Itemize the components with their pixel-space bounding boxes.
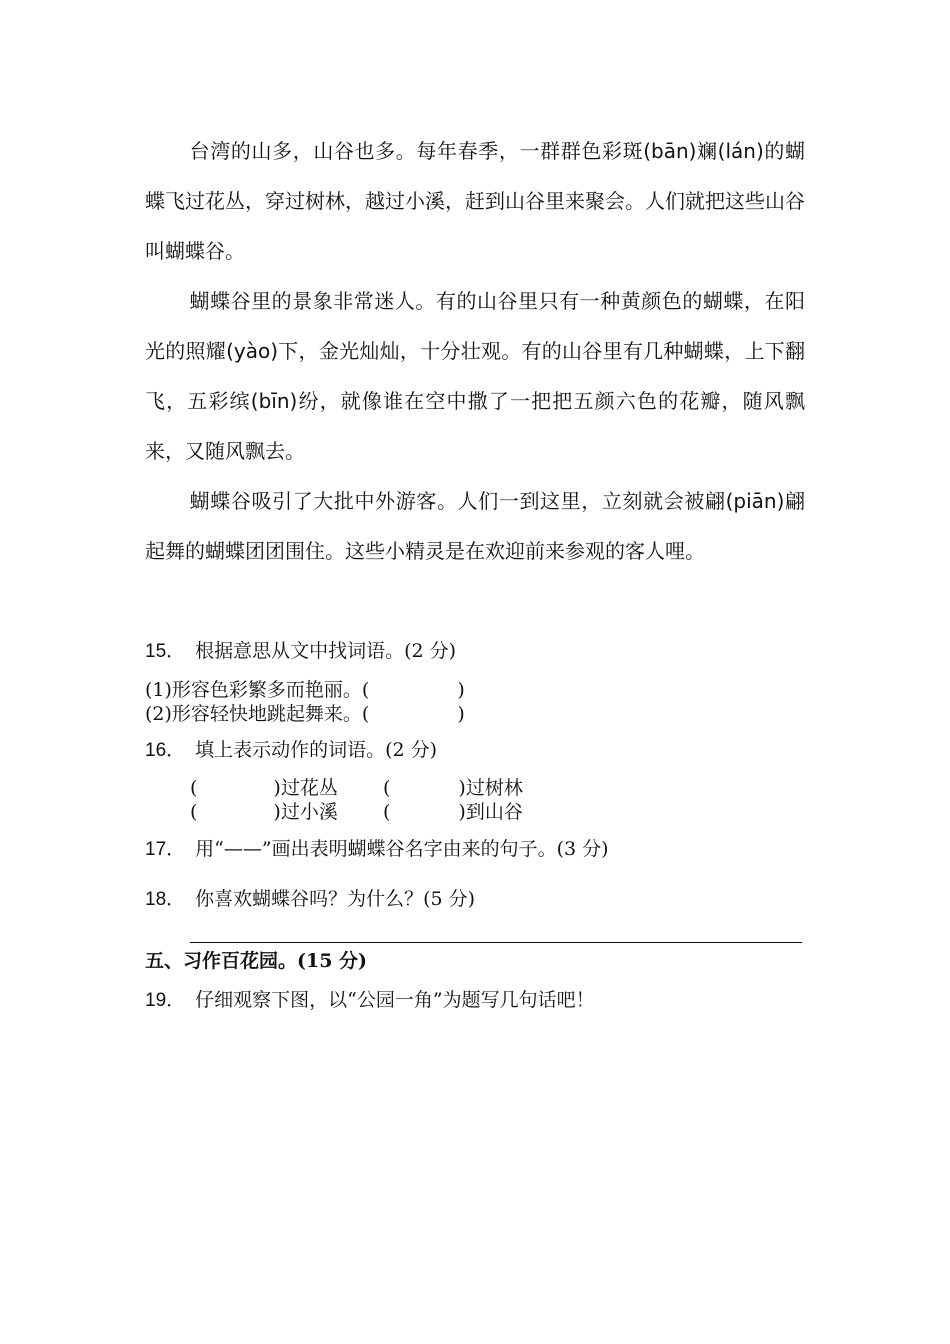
question-text: 根据意思从文中找词语。(2 分)	[195, 640, 457, 662]
question-text: 用“——”画出表明蝴蝶谷名字由来的句子。(3 分)	[195, 838, 609, 860]
passage-paragraph-2-text: 蝴蝶谷里的景象非常迷人。有的山谷里只有一种黄颜色的蝴蝶，在阳光的照耀(yào)下，金光灿灿，十分壮观。有的山谷里有几种蝴蝶，上下翻飞，五彩缤(bīn)纷，就像谁在空中撒了一把把五颜六色的花瓣，随风飘来，又随风飘去。	[145, 289, 805, 463]
question-16-item-1	[190, 773, 338, 800]
item-label: )过小溪	[273, 801, 338, 823]
question-text: 你喜欢蝴蝶谷吗？为什么？(5 分)	[195, 888, 476, 910]
question-18	[145, 884, 475, 911]
item-open: (	[383, 777, 391, 799]
item-prefix: (1)形容色彩繁多而艳丽。(	[145, 679, 370, 701]
question-number: 15．	[145, 641, 186, 662]
item-open: (	[383, 801, 391, 823]
item-suffix: )	[457, 703, 465, 725]
question-19	[145, 985, 595, 1012]
item-label: )过花丛	[273, 777, 338, 799]
item-label: )过树林	[458, 777, 523, 799]
question-15	[145, 636, 456, 663]
question-number: 17．	[145, 839, 186, 860]
passage-paragraph-1	[145, 126, 805, 276]
question-number: 19．	[145, 990, 186, 1011]
passage-paragraph-2	[145, 276, 805, 476]
question-15-item-1	[145, 675, 465, 702]
question-16-item-2	[383, 773, 523, 800]
question-17	[145, 834, 609, 861]
question-15-item-2	[145, 699, 465, 726]
question-16	[145, 735, 437, 762]
answer-line[interactable]	[190, 942, 802, 943]
question-number: 18．	[145, 889, 186, 910]
item-suffix: )	[457, 679, 465, 701]
item-open: (	[190, 777, 198, 799]
item-prefix: (2)形容轻快地跳起舞来。(	[145, 703, 370, 725]
question-number: 16．	[145, 740, 186, 761]
section-title: 五、习作百花园。(15 分)	[145, 950, 368, 972]
item-label: )到山谷	[458, 801, 523, 823]
question-text: 仔细观察下图，以“公园一角”为题写几句话吧！	[195, 989, 595, 1011]
question-text: 填上表示动作的词语。(2 分)	[195, 739, 438, 761]
question-16-item-3	[190, 797, 338, 824]
passage-paragraph-1-text: 台湾的山多，山谷也多。每年春季，一群群色彩斑(bān)斓(lán)的蝴蝶飞过花丛，穿过树林，越过小溪，赶到山谷里来聚会。人们就把这些山谷叫蝴蝶谷。	[145, 139, 805, 263]
passage-paragraph-3	[145, 476, 805, 576]
question-16-item-4	[383, 797, 523, 824]
passage-paragraph-3-text: 蝴蝶谷吸引了大批中外游客。人们一到这里，立刻就会被翩(piān)翩起舞的蝴蝶团团围住。这些小精灵是在欢迎前来参观的客人哩。	[145, 489, 805, 563]
item-open: (	[190, 801, 198, 823]
